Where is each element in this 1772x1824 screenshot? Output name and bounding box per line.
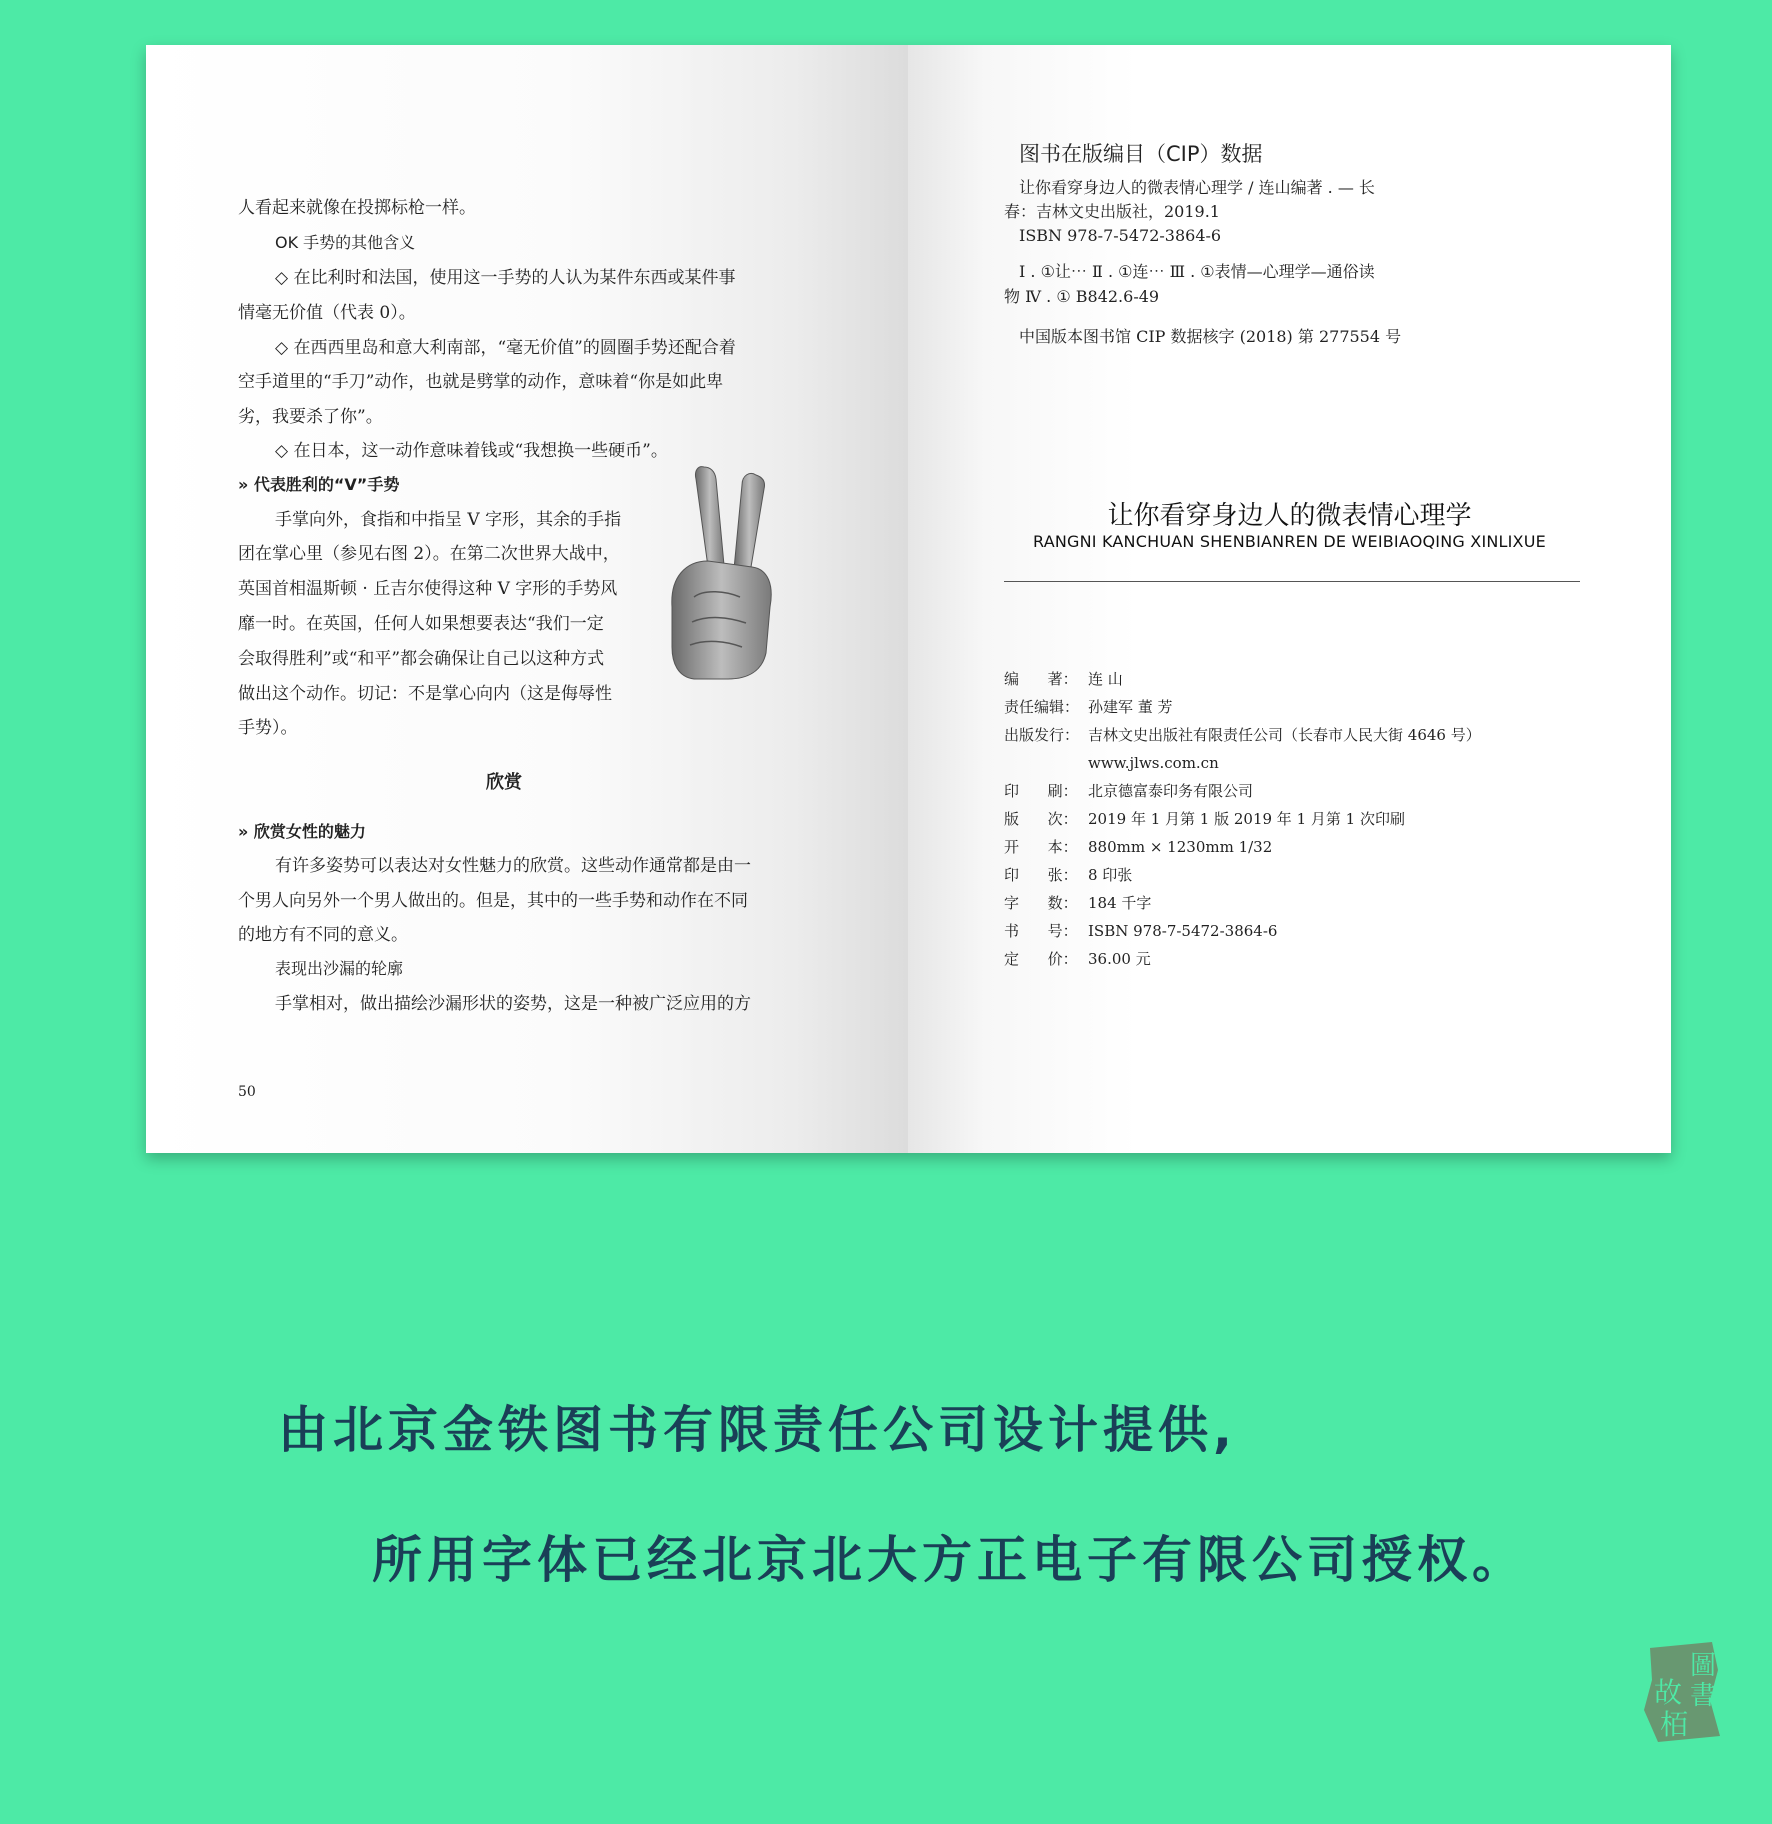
body-text-line: 会取得胜利”或“和平”都会确保让自己以这种方式 <box>238 649 605 669</box>
info-value: 吉林文史出版社有限责任公司（长春市人民大街 4646 号） <box>1088 726 1481 744</box>
cip-line: ISBN 978-7-5472-3864-6 <box>1019 226 1222 245</box>
body-text-line: ◇ 在西西里岛和意大利南部，“毫无价值”的圆圈手势还配合着 <box>275 338 736 358</box>
info-label: 书 号： <box>1004 922 1078 940</box>
info-label: 印 刷： <box>1004 782 1078 800</box>
body-text-line: 手势）。 <box>238 718 298 738</box>
body-text-line: 的地方有不同的意义。 <box>238 925 408 945</box>
subsection-heading: » 欣赏女性的魅力 <box>238 822 366 841</box>
body-text-line: 团在掌心里（参见右图 2）。在第二次世界大战中， <box>238 544 620 564</box>
info-value: www.jlws.com.cn <box>1088 754 1219 772</box>
body-text-line: ◇ 在日本，这一动作意味着钱或“我想换一些硬币”。 <box>275 441 668 461</box>
title-divider <box>1004 581 1580 582</box>
info-label: 责任编辑： <box>1004 698 1080 716</box>
body-text-line: 手掌向外，食指和中指呈 V 字形，其余的手指 <box>275 510 622 530</box>
cip-line: 让你看穿身边人的微表情心理学 / 连山编著 . — 长 <box>1019 178 1375 197</box>
body-text-line: 手掌相对，做出描绘沙漏形状的姿势，这是一种被广泛应用的方 <box>275 994 751 1014</box>
info-value: 880mm × 1230mm 1/32 <box>1088 838 1273 856</box>
body-text-line: 空手道里的“手刀”动作，也就是劈掌的动作，意味着“你是如此卑 <box>238 372 724 392</box>
svg-text:故: 故 <box>1654 1676 1683 1709</box>
svg-text:圖: 圖 <box>1690 1651 1717 1681</box>
book-spread <box>146 45 1671 1153</box>
body-text-line: 人看起来就像在投掷标枪一样。 <box>238 198 476 218</box>
info-value: 184 千字 <box>1088 894 1152 912</box>
minor-heading: OK 手势的其他含义 <box>275 233 416 252</box>
left-page <box>146 45 908 1153</box>
body-text-line: 个男人向另外一个男人做出的。但是，其中的一些手势和动作在不同 <box>238 891 748 911</box>
info-value: 2019 年 1 月第 1 版 2019 年 1 月第 1 次印刷 <box>1088 810 1405 828</box>
info-value: 北京德富泰印务有限公司 <box>1088 782 1254 800</box>
body-text-line: 劣，我要杀了你”。 <box>238 407 383 427</box>
publisher-seal-logo <box>1640 1640 1722 1744</box>
book-title: 让你看穿身边人的微表情心理学 <box>1107 501 1472 531</box>
svg-text:書: 書 <box>1690 1681 1717 1711</box>
body-text-line: 做出这个动作。切记：不是掌心向内（这是侮辱性 <box>238 684 612 704</box>
info-value: 36.00 元 <box>1088 950 1151 968</box>
right-page <box>908 45 1671 1153</box>
info-value: 连 山 <box>1088 670 1123 688</box>
page-number: 50 <box>238 1084 256 1100</box>
body-text-line: ◇ 在比利时和法国，使用这一手势的人认为某件东西或某件事 <box>275 268 736 288</box>
section-heading: 欣赏 <box>486 772 522 793</box>
body-text-line: 情毫无价值（代表 0）。 <box>238 303 416 323</box>
cip-line: 中国版本图书馆 CIP 数据核字 (2018) 第 277554 号 <box>1019 327 1402 346</box>
svg-text:栢: 栢 <box>1660 1708 1689 1741</box>
info-label: 版 次： <box>1004 810 1078 828</box>
cip-line: Ⅰ . ①让⋯ Ⅱ . ①连⋯ Ⅲ . ①表情—心理学—通俗读 <box>1019 262 1375 281</box>
cip-line: 物 Ⅳ . ① B842.6-49 <box>1004 287 1160 306</box>
info-label: 出版发行： <box>1004 726 1080 744</box>
info-value: 孙建军 董 芳 <box>1088 698 1173 716</box>
book-title-pinyin: RANGNI KANCHUAN SHENBIANREN DE WEIBIAOQING XINLIXUE <box>1033 532 1546 551</box>
body-text-line: 有许多姿势可以表达对女性魅力的欣赏。这些动作通常都是由一 <box>275 856 751 876</box>
info-label: 字 数： <box>1004 894 1078 912</box>
info-label: 编 著： <box>1004 670 1078 688</box>
minor-heading: 表现出沙漏的轮廓 <box>275 959 404 978</box>
info-value: 8 印张 <box>1088 866 1133 884</box>
v-sign-hand-image <box>664 457 784 687</box>
caption-line-2: 所用字体已经北京北大方正电子有限公司授权。 <box>372 1531 1527 1589</box>
info-label: 定 价： <box>1004 950 1078 968</box>
subsection-heading: » 代表胜利的“V”手势 <box>238 475 400 494</box>
body-text-line: 靡一时。在英国，任何人如果想要表达“我们一定 <box>238 614 604 634</box>
info-label: 开 本： <box>1004 838 1078 856</box>
cip-line: 春：吉林文史出版社，2019.1 <box>1004 202 1220 221</box>
info-value: ISBN 978-7-5472-3864-6 <box>1088 922 1278 940</box>
info-label: 印 张： <box>1004 866 1078 884</box>
cip-title: 图书在版编目（CIP）数据 <box>1019 142 1263 166</box>
body-text-line: 英国首相温斯顿 · 丘吉尔使得这种 V 字形的手势风 <box>238 579 618 599</box>
caption-line-1: 由北京金铁图书有限责任公司设计提供, <box>278 1401 1237 1459</box>
